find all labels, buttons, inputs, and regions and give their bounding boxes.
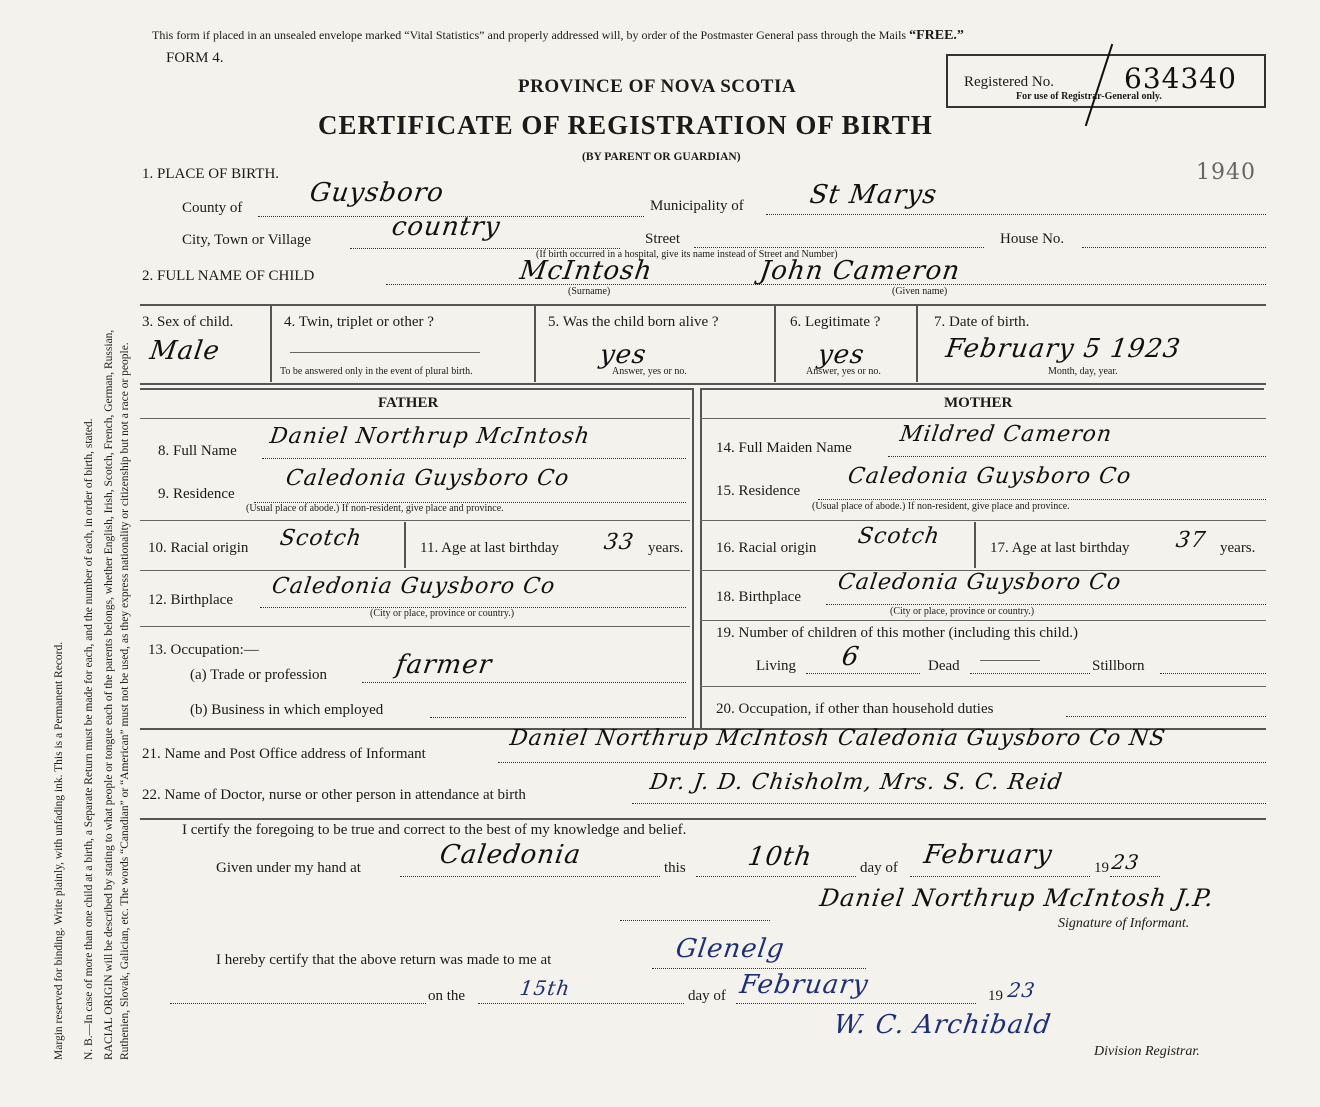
dob-note: Month, day, year. bbox=[1048, 366, 1118, 377]
free-notice-text: This form if placed in an unsealed envelope marked “Vital Statistics” and properly addressed will, by order of the Postmaster General pass through the Mails bbox=[152, 28, 907, 42]
margin-binding-note: Margin reserved for binding. Write plainly, with unfading ink. This is a Permanent Record. bbox=[53, 641, 65, 1060]
cert-month: February bbox=[921, 840, 1055, 870]
margin-racial-note-2: Ruthenien, Slovak, Galician, etc. The words “Canadian” or “American” must not be used, as they express nationality or citizenship but not a race or people. bbox=[119, 342, 131, 1060]
registrar-signature-label: Division Registrar. bbox=[1094, 1044, 1200, 1059]
cert-year-prefix: 19 bbox=[1094, 860, 1109, 876]
margin-racial-note-1: RACIAL ORIGIN will be described by stating to what people or tongue each of the parents belongs, whether English, Irish, Scotch, French, German, Russian, bbox=[103, 329, 115, 1060]
twin-note: To be answered only in the event of plural birth. bbox=[280, 366, 473, 377]
mother-residence: Caledonia Guysboro Co bbox=[846, 464, 1134, 489]
registrar-month: February bbox=[737, 970, 871, 1000]
father-years: years. bbox=[648, 540, 684, 556]
father-race: Scotch bbox=[278, 526, 364, 551]
cert-dayof-label: day of bbox=[860, 860, 898, 876]
living-value: 6 bbox=[839, 642, 862, 672]
father-birthplace-label: 12. Birthplace bbox=[148, 592, 233, 608]
father-residence-label: 9. Residence bbox=[158, 486, 235, 502]
registrar-year-prefix: 19 bbox=[988, 988, 1003, 1004]
mother-name-label: 14. Full Maiden Name bbox=[716, 440, 852, 456]
form-number: FORM 4. bbox=[166, 50, 224, 66]
cert-year: 23 bbox=[1110, 850, 1142, 874]
dob-label: 7. Date of birth. bbox=[934, 314, 1030, 330]
father-birthplace: Caledonia Guysboro Co bbox=[270, 574, 558, 599]
registrar-day: 15th bbox=[518, 976, 573, 1000]
place-of-birth-label: 1. PLACE OF BIRTH. bbox=[142, 166, 280, 182]
province-heading: PROVINCE OF NOVA SCOTIA bbox=[518, 76, 797, 97]
father-business-label: (b) Business in which employed bbox=[190, 702, 384, 718]
registrar-on-label: on the bbox=[428, 988, 466, 1004]
informant-signature: Daniel Northrup McIntosh J.P. bbox=[818, 884, 1216, 912]
given-name-caption: (Given name) bbox=[892, 286, 948, 297]
father-race-label: 10. Racial origin bbox=[148, 540, 249, 556]
father-residence-note: (Usual place of abode.) If non-resident, give place and province. bbox=[246, 503, 504, 514]
registrar-general-note: For use of Registrar-General only. bbox=[1016, 91, 1162, 102]
child-name-label: 2. FULL NAME OF CHILD bbox=[142, 268, 315, 284]
county-label: County of bbox=[182, 200, 243, 216]
father-birthplace-note: (City or place, province or country.) bbox=[370, 608, 515, 619]
mother-children-label: 19. Number of children of this mother (including this child.) bbox=[716, 625, 1079, 641]
municipality-label: Municipality of bbox=[650, 198, 744, 214]
corner-number: 1940 bbox=[1196, 160, 1256, 185]
mother-race: Scotch bbox=[856, 524, 942, 549]
mother-birthplace: Caledonia Guysboro Co bbox=[836, 570, 1124, 595]
free-notice bbox=[152, 28, 964, 44]
mother-race-label: 16. Racial origin bbox=[716, 540, 817, 556]
twin-label: 4. Twin, triplet or other ? bbox=[284, 314, 434, 330]
mother-residence-note: (Usual place of abode.) If non-resident, give place and province. bbox=[812, 501, 1070, 512]
mother-occupation-label: 20. Occupation, if other than household duties bbox=[716, 701, 994, 717]
informant-signature-label: Signature of Informant. bbox=[1058, 916, 1190, 931]
father-age: 33 bbox=[602, 530, 636, 555]
legitimate-note: Answer, yes or no. bbox=[806, 366, 881, 377]
mother-name: Mildred Cameron bbox=[898, 422, 1114, 447]
registrar-place: Glenelg bbox=[673, 934, 787, 964]
certify-text: I certify the foregoing to be true and correct to the best of my knowledge and belief. bbox=[182, 822, 687, 838]
doctor-label: 22. Name of Doctor, nurse or other person in attendance at birth bbox=[142, 787, 526, 803]
city-value: country bbox=[389, 212, 503, 242]
registrar-dayof-label: day of bbox=[688, 988, 726, 1004]
sex-value: Male bbox=[147, 336, 222, 366]
hospital-note: (If birth occurred in a hospital, give its name instead of Street and Number) bbox=[536, 249, 838, 260]
doctor-value: Dr. J. D. Chisholm, Mrs. S. C. Reid bbox=[648, 770, 1065, 795]
registered-box bbox=[946, 54, 1266, 108]
registrar-signature: W. C. Archibald bbox=[831, 1010, 1054, 1040]
child-surname: McIntosh bbox=[517, 256, 655, 286]
legitimate-value: yes bbox=[815, 340, 867, 370]
legitimate-label: 6. Legitimate ? bbox=[790, 314, 881, 330]
dob-value: February 5 1923 bbox=[943, 334, 1183, 364]
father-trade: farmer bbox=[393, 650, 495, 680]
margin-nb-note: N. B.—In case of more than one child at a birth, a Separate Return must be made for each, and the number of each, in order of birth, stated. bbox=[83, 418, 95, 1060]
house-label: House No. bbox=[1000, 231, 1065, 247]
father-heading: FATHER bbox=[378, 395, 439, 411]
father-occupation-label: 13. Occupation:— bbox=[148, 642, 259, 658]
sex-label: 3. Sex of child. bbox=[142, 314, 234, 330]
informant-value: Daniel Northrup McIntosh Caledonia Guysboro Co NS bbox=[508, 726, 1168, 751]
street-label: Street bbox=[645, 231, 680, 247]
stillborn-label: Stillborn bbox=[1092, 658, 1145, 674]
father-name-label: 8. Full Name bbox=[158, 443, 237, 459]
registered-slash bbox=[1085, 44, 1113, 126]
cert-day: 10th bbox=[745, 842, 815, 872]
county-value: Guysboro bbox=[307, 178, 447, 208]
mother-age-label: 17. Age at last birthday bbox=[990, 540, 1130, 556]
living-label: Living bbox=[756, 658, 796, 674]
mother-birthplace-label: 18. Birthplace bbox=[716, 589, 801, 605]
alive-label: 5. Was the child born alive ? bbox=[548, 314, 719, 330]
page-title: CERTIFICATE OF REGISTRATION OF BIRTH bbox=[318, 110, 933, 140]
city-label: City, Town or Village bbox=[182, 232, 312, 248]
informant-label: 21. Name and Post Office address of Informant bbox=[142, 746, 426, 762]
father-trade-label: (a) Trade or profession bbox=[190, 667, 328, 683]
registrar-year: 23 bbox=[1006, 978, 1038, 1002]
mother-heading: MOTHER bbox=[944, 395, 1013, 411]
dead-label: Dead bbox=[928, 658, 960, 674]
child-given-name: John Cameron bbox=[757, 256, 963, 286]
free-notice-bold: “FREE.” bbox=[909, 28, 964, 43]
mother-birthplace-note: (City or place, province or country.) bbox=[890, 606, 1035, 617]
registrar-text: I hereby certify that the above return was made to me at bbox=[216, 952, 552, 968]
father-residence: Caledonia Guysboro Co bbox=[284, 466, 572, 491]
page-subtitle: (BY PARENT OR GUARDIAN) bbox=[582, 151, 741, 163]
alive-value: yes bbox=[597, 340, 649, 370]
mother-years: years. bbox=[1220, 540, 1256, 556]
municipality-value: St Marys bbox=[807, 180, 940, 210]
father-age-label: 11. Age at last birthday bbox=[420, 540, 559, 556]
surname-caption: (Surname) bbox=[568, 286, 611, 297]
given-under-label: Given under my hand at bbox=[216, 860, 361, 876]
registered-number: 634340 bbox=[1124, 62, 1237, 95]
mother-residence-label: 15. Residence bbox=[716, 483, 801, 499]
cert-this-label: this bbox=[664, 860, 686, 876]
alive-note: Answer, yes or no. bbox=[612, 366, 687, 377]
father-name: Daniel Northrup McIntosh bbox=[268, 424, 592, 449]
registered-label: Registered No. bbox=[964, 74, 1054, 90]
cert-place: Caledonia bbox=[437, 840, 584, 870]
mother-age: 37 bbox=[1174, 528, 1208, 553]
